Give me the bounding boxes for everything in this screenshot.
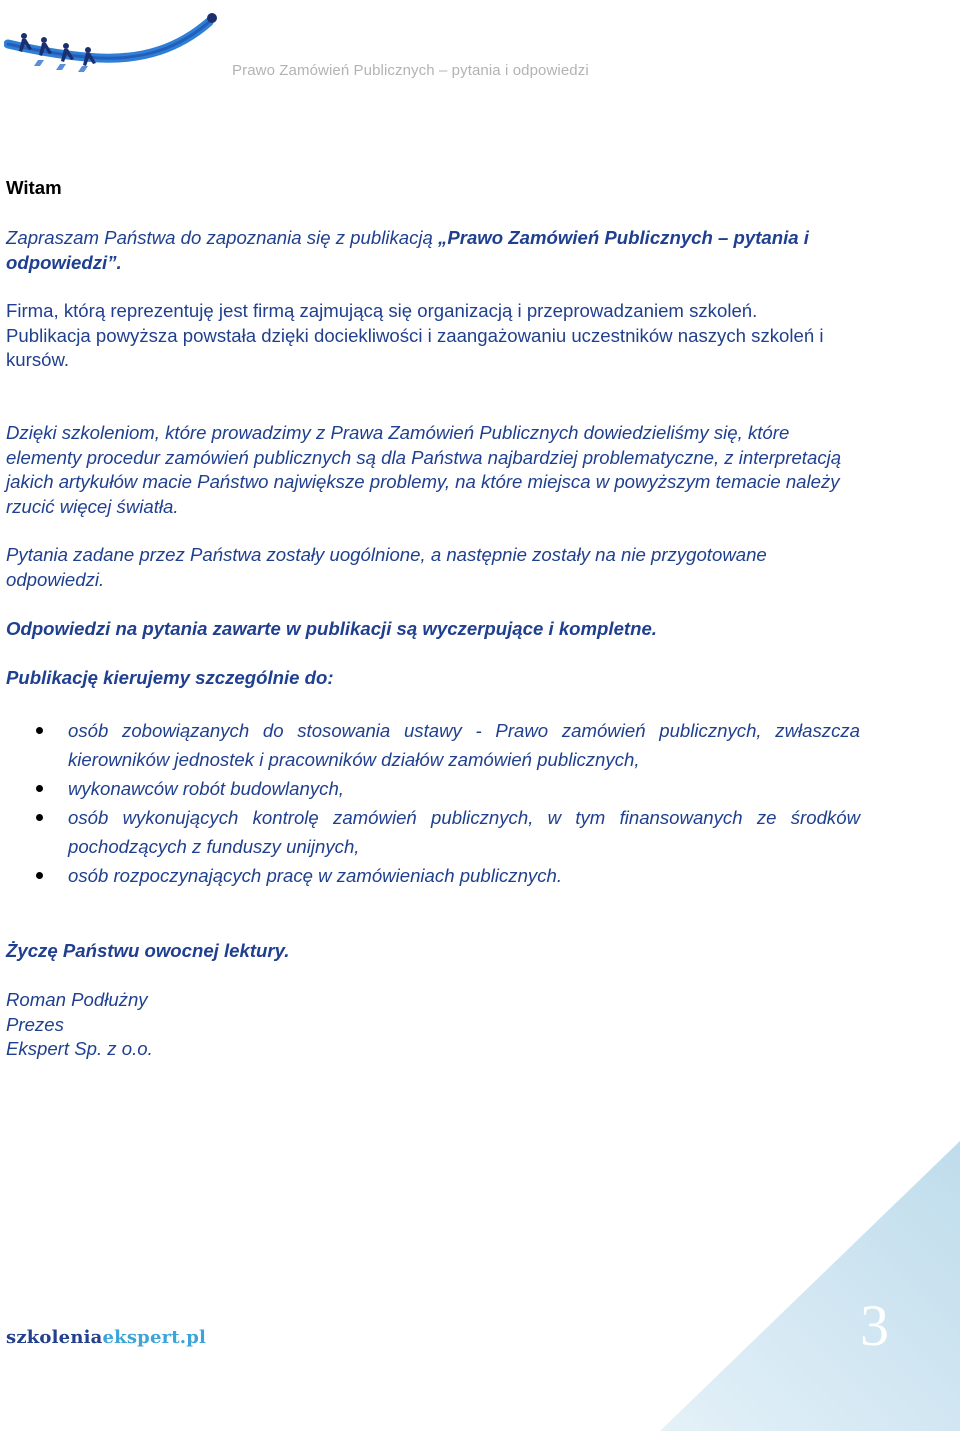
odpowiedzi-paragraph: Odpowiedzi na pytania zawarte w publikacji są wyczerpujące i kompletne. <box>6 618 657 639</box>
audience-list <box>34 716 860 890</box>
header-title: Prawo Zamówień Publicznych – pytania i odpowiedzi <box>232 62 589 79</box>
footer-logo-part2: ekspert.pl <box>102 1327 207 1348</box>
dzieki-text: Dzięki szkoleniom, które prowadzimy z Prawa Zamówień Publicznych <box>6 422 584 443</box>
signature-name: Roman Podłużny <box>6 989 148 1010</box>
pytania-paragraph: Pytania zadane przez Państwa zostały uogólnione, a następnie zostały na nie przygotowane odpowiedzi. <box>6 544 767 590</box>
signature-role: Prezes <box>6 1013 64 1035</box>
letter-body <box>6 176 866 1059</box>
firm-line-1: Firma, którą reprezentuję jest firmą zajmującą się organizacją i przeprowadzaniem szkoleń. <box>6 300 758 321</box>
firm-paragraph <box>6 299 866 373</box>
greeting: Witam <box>6 177 62 198</box>
footer-logo-part1: szkolenia <box>6 1327 103 1348</box>
page-number: 3 <box>860 1293 889 1358</box>
footer-logo <box>6 1327 206 1348</box>
publication-title: „Prawo Zamówień Publicznych – pytania i odpowiedzi”. <box>6 227 809 273</box>
list-item: osób rozpoczynających pracę w zamówieniach publicznych. <box>68 865 563 886</box>
running-figures-logo <box>4 4 234 80</box>
intro-text: Zapraszam Państwa do zapoznania się z publikacją <box>6 227 439 248</box>
publikacje-heading: Publikację kierujemy szczególnie do: <box>6 667 334 688</box>
signature-block <box>6 988 153 1062</box>
list-item: wykonawców robót budowlanych, <box>68 778 344 799</box>
list-item: osób wykonujących kontrolę zamówień publicznych, w tym finansowanych ze środków pochodzących z funduszy unijnych, <box>68 807 860 857</box>
list-item: osób zobowiązanych do stosowania ustawy - Prawo zamówień publicznych, zwłaszcza kierowników jednostek i pracowników działów zamówień publicznych, <box>68 720 860 770</box>
signature-company: Ekspert Sp. z o.o. <box>6 1038 153 1059</box>
firm-line-2: Publikacja powyższa powstała dzięki dociekliwości i zaangażowaniu uczestników naszych szkoleń i kursów. <box>6 324 824 370</box>
corner-decoration <box>660 1141 960 1431</box>
closing-line: Życzę Państwu owocnej lektury. <box>6 940 290 961</box>
dzieki-paragraph <box>6 421 866 519</box>
dzieki-italic-text: dowiedzieliśmy się, które elementy procedur zamówień publicznych są dla Państwa najbardziej problematyczne, z interpretacją jakich artykułów macie Państwo największe problemy, na które miejsca w powyższym temacie należy rzucić więcej światła. <box>6 422 842 517</box>
intro-paragraph <box>6 226 866 275</box>
